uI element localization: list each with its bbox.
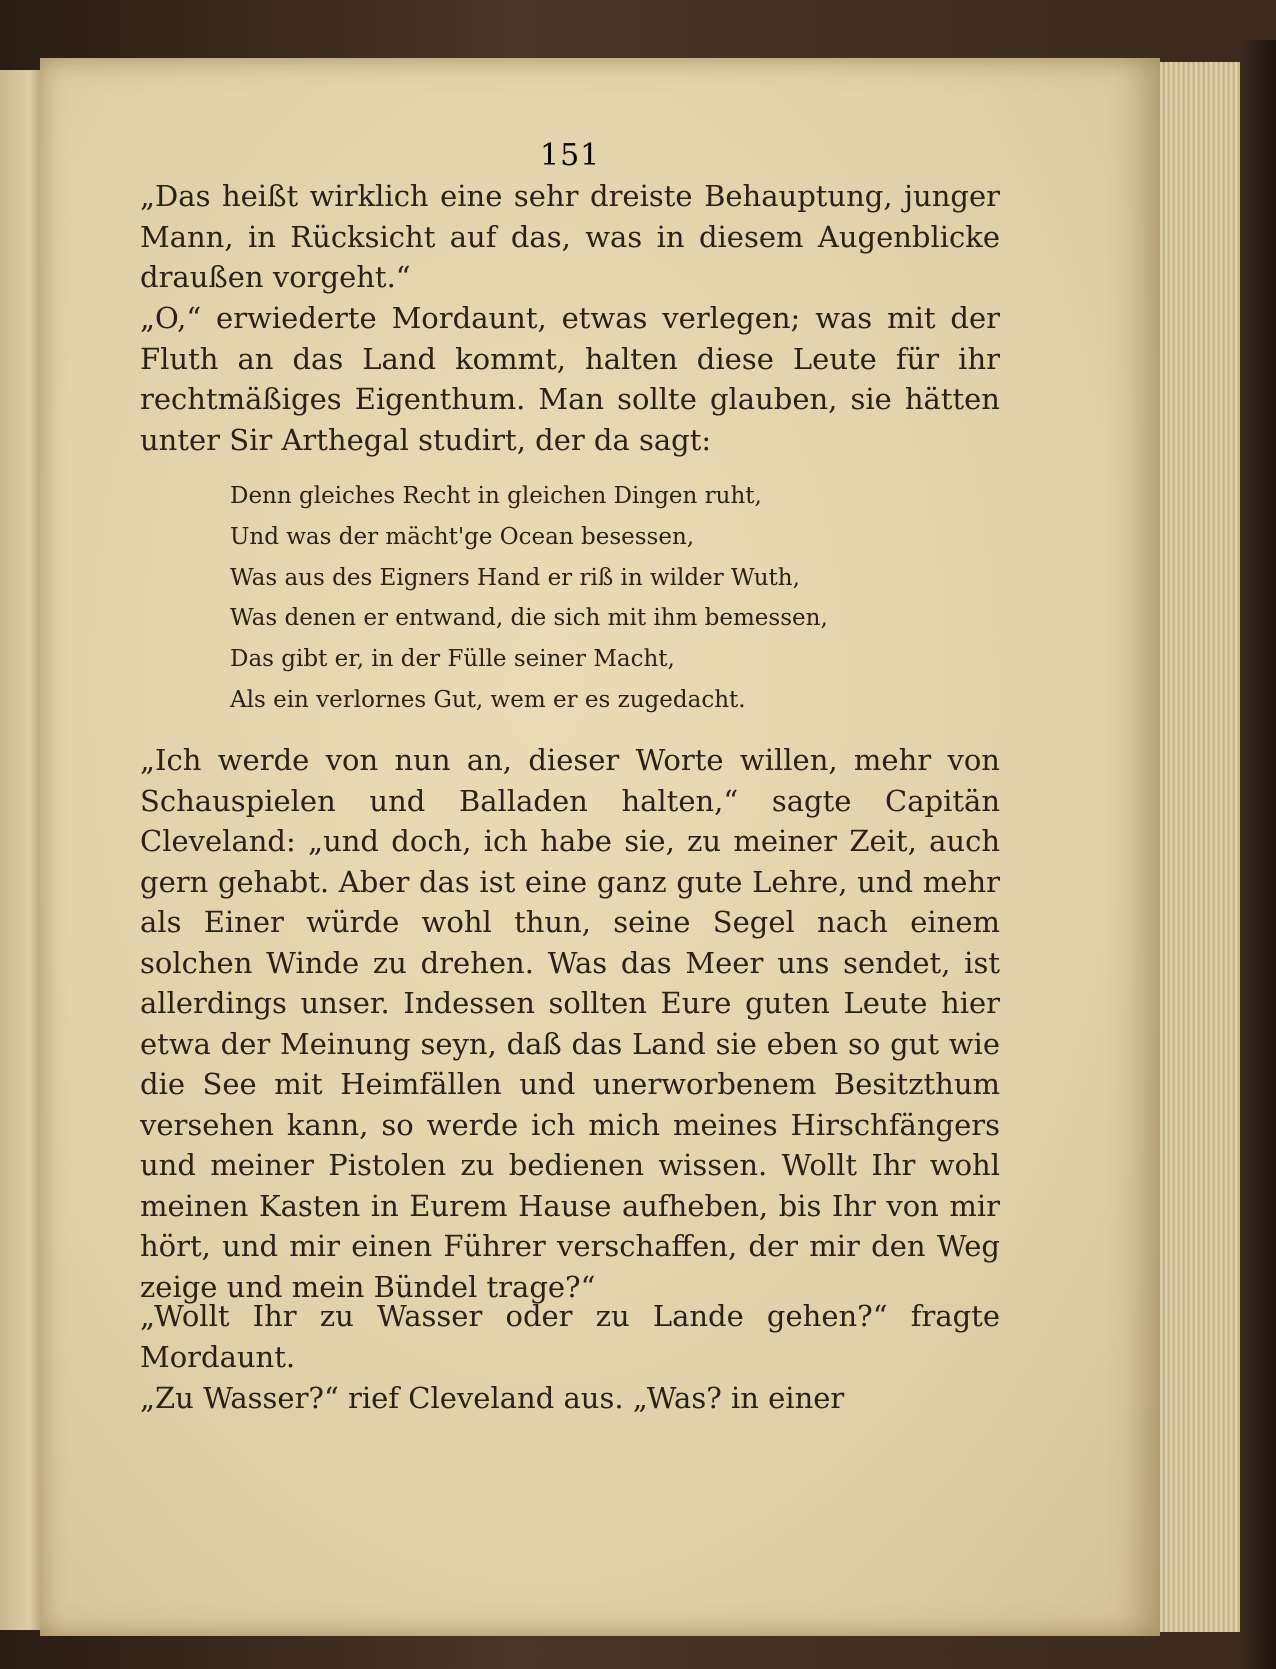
verse-quote <box>230 476 950 721</box>
verse-line: Das gibt er, in der Fülle seiner Macht, <box>230 646 675 673</box>
verse-line: Denn gleiches Recht in gleichen Dingen ruht, <box>230 483 762 509</box>
book-page <box>40 58 1160 1636</box>
page-number: 151 <box>540 138 601 173</box>
verse-line: Und was der mächt'ge Ocean besessen, <box>230 523 695 550</box>
binding-shadow <box>1240 40 1276 1669</box>
page-edges-stack <box>1158 62 1250 1632</box>
verse-line: Was denen er entwand, die sich mit ihm bemessen, <box>230 605 828 632</box>
verse-line: Was aus des Eigners Hand er riß in wilder Wuth, <box>230 564 800 591</box>
verse-line: Als ein verlornes Gut, wem er es zugedacht. <box>230 686 746 713</box>
paragraph-5: „Zu Wasser?“ rief Cleveland aus. „Was? in einer <box>140 1381 845 1415</box>
paragraph-2: „O,“ erwiederte Mordaunt, etwas verlegen; was mit der Fluth an das Land kommt, halten diese Leute für ihr rechtmäßiges Eigenthum. Man sollte glauben, sie hätten unter Sir Arthegal studirt, der da sagt: <box>140 301 1000 457</box>
paragraph-4: „Wollt Ihr zu Wasser oder zu Lande gehen?“ fragte Mordaunt. <box>140 1299 1000 1374</box>
paragraph-3: „Ich werde von nun an, dieser Worte willen, mehr von Schauspielen und Balladen halten,“ sagte Capitän Cleveland: „und doch, ich habe sie, zu meiner Zeit, auch gern gehabt. Aber das ist eine ganz gute Lehre, und mehr als Einer würde wohl thun, seine Segel nach einem solchen Winde zu drehen. Was das Meer uns sendet, ist allerdings unser. Indessen sollten Eure guten Leute hier etwa der Meinung seyn, daß das Land sie eben so gut wie die See mit Heimfällen und unerworbenem Besitzthum versehen kann, so werde ich mich meines Hirschfängers und meiner Pistolen zu bedienen wissen. Wollt Ihr wohl meinen Kasten in Eurem Hause aufheben, bis Ihr von mir hört, und mir einen Führer verschaffen, der mir den Weg zeige und mein Bündel trage?“ <box>140 743 1000 1304</box>
previous-page-edge <box>0 70 43 1630</box>
paragraph-1: „Das heißt wirklich eine sehr dreiste Behauptung, junger Mann, in Rücksicht auf das, was in diesem Augenblicke draußen vorgeht.“ <box>140 179 1000 294</box>
